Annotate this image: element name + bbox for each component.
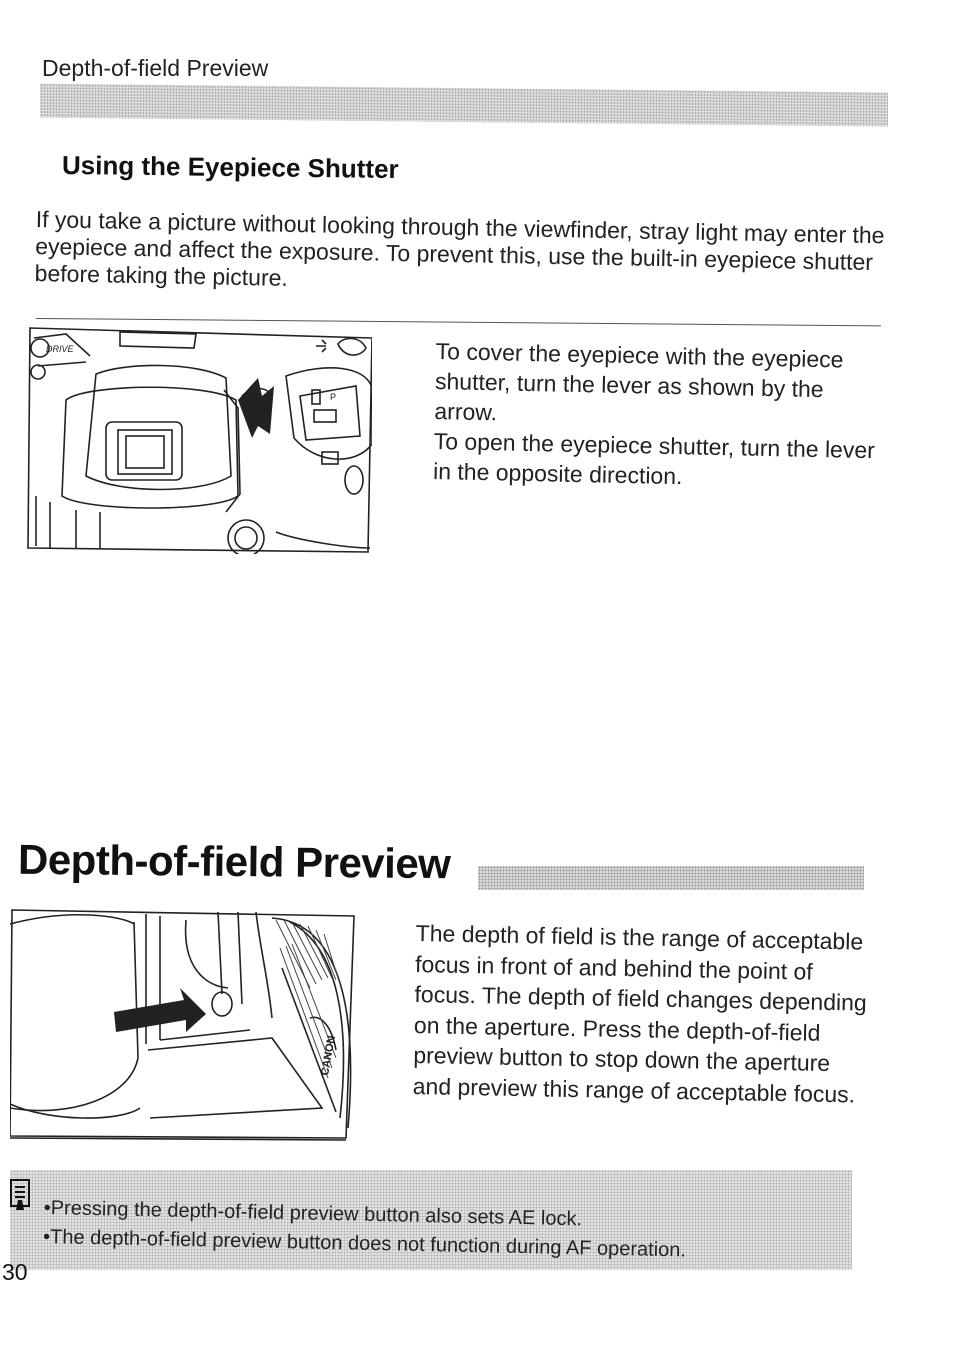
drive-label: DRIVE	[46, 344, 74, 354]
eyepiece-instructions	[433, 336, 886, 495]
close-instruction: To cover the eyepiece with the eyepiece shutter, turn the lever as shown by the arrow.	[434, 337, 844, 426]
title-shaded-bar	[478, 866, 864, 890]
lens-brand-label: CANON	[319, 1034, 338, 1077]
dof-section-title: Depth-of-field Preview	[17, 835, 451, 888]
page-number: 30	[2, 1259, 28, 1285]
program-label: P	[330, 392, 337, 402]
dof-preview-illustration	[10, 908, 355, 1141]
eyepiece-intro-paragraph: If you take a picture without looking through the viewfinder, stray light may enter the eyepiece and affect the exposure. To prevent this, use the built-in eyepiece shutter before taking the picture.	[34, 206, 885, 291]
note-item: • Pressing the depth-of-field preview button also sets AE lock.	[43, 1194, 853, 1240]
dof-description: The depth of field is the range of acceptable focus in front of and behind the point of focus. The depth of field changes depending on the aperture. Press the depth-of-field preview button to stop down the aperture and preview this range of acceptable focus.	[412, 919, 867, 1107]
note-item: • The depth-of-field preview button does not function during AF operation.	[43, 1223, 853, 1269]
memo-icon	[8, 1178, 34, 1212]
eyepiece-section-title: Using the Eyepiece Shutter	[61, 149, 399, 185]
running-header: Depth-of-field Preview	[42, 55, 269, 81]
open-instruction: To open the eyepiece shutter, turn the lever in the opposite direction.	[432, 427, 876, 490]
eyepiece-shutter-illustration	[26, 326, 372, 554]
header-shaded-bar	[40, 84, 888, 127]
